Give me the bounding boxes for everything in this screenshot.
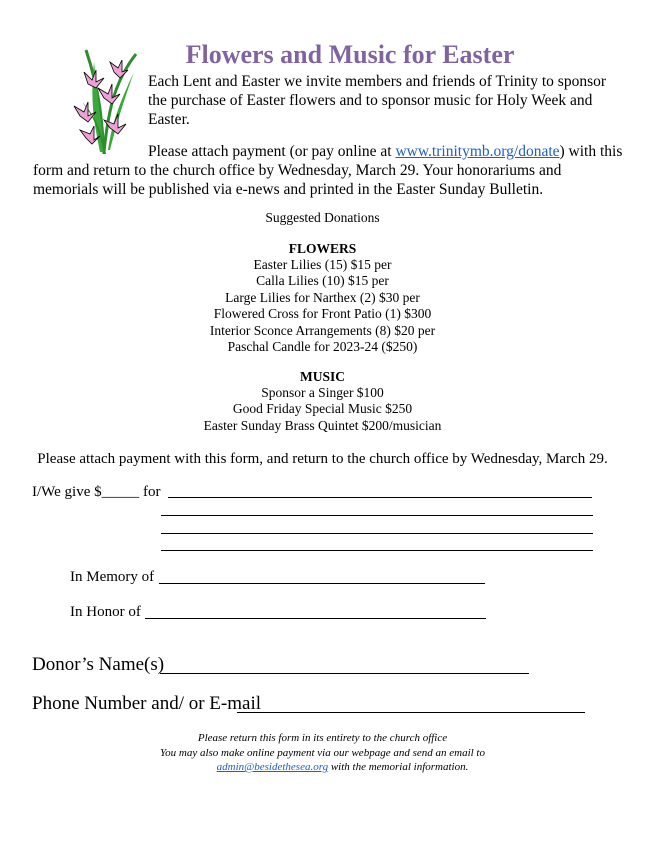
flower-item: Large Lilies for Narthex (2) $30 per [225, 289, 420, 305]
in-honor-line[interactable] [145, 618, 486, 619]
attach-text-before: Please attach payment (or pay online at [148, 143, 396, 160]
music-item: Easter Sunday Brass Quintet $200/musician [203, 417, 442, 433]
purpose-line-3[interactable] [161, 533, 593, 534]
purpose-line-4[interactable] [161, 550, 593, 551]
flowers-list [0, 257, 645, 355]
admin-email-link[interactable]: admin@besidethesea.org [216, 761, 329, 773]
flower-item: Calla Lilies (10) $15 per [256, 273, 389, 289]
suggested-donations-heading: Suggested Donations [265, 210, 380, 225]
in-memory-label: In Memory of [70, 569, 155, 585]
donor-name-line[interactable] [160, 673, 529, 674]
flower-item: Paschal Candle for 2023-24 ($250) [227, 339, 418, 355]
music-heading: MUSIC [299, 369, 345, 384]
footer-note [0, 731, 645, 775]
footer-line-1: Please return this form in its entirety to the church office [197, 732, 448, 744]
music-item: Sponsor a Singer $100 [261, 385, 384, 400]
attach-paragraph [33, 142, 623, 199]
phone-email-label: Phone Number and/ or E-mail [32, 693, 262, 714]
flower-item: Interior Sconce Arrangements (8) $20 per [209, 322, 436, 338]
donor-name-label: Donor’s Name(s) [32, 654, 165, 675]
flowers-heading: FLOWERS [288, 241, 357, 256]
flower-item: Easter Lilies (15) $15 per [253, 257, 392, 272]
attach-text-after: ) with this form and return to the church office by Wednesday, March 29. Your honorariums and memorials will be published via e-news and printed in the Easter Sunday Bulletin. [33, 143, 623, 198]
give-amount-label: I/We give $_____ [32, 484, 140, 500]
footer-line-2: You may also make online payment via our webpage and send an email to [160, 746, 485, 759]
in-memory-line[interactable] [159, 583, 485, 584]
flower-item: Flowered Cross for Front Patio (1) $300 [213, 306, 432, 322]
phone-email-line[interactable] [237, 712, 585, 713]
donate-link[interactable]: www.trinitymb.org/donate [395, 143, 560, 160]
footer-line-3-text: with the memorial information. [328, 761, 469, 773]
intro-paragraph: Each Lent and Easter we invite members and friends of Trinity to sponsor the purchase of Easter flowers and to sponsor music for Holy Week and Easter. [148, 73, 607, 128]
attach-instruction: Please attach payment with this form, and return to the church office by Wednesday, March 29. [37, 451, 608, 467]
footer-line-3 [0, 760, 645, 775]
purpose-line-1[interactable] [168, 497, 592, 498]
in-honor-label: In Honor of [70, 604, 141, 620]
easter-lily-icon [64, 42, 142, 154]
purpose-line-2[interactable] [161, 515, 593, 516]
music-item: Good Friday Special Music $250 [232, 401, 413, 417]
music-list [0, 385, 645, 434]
for-label: for [143, 484, 161, 500]
page-title: Flowers and Music for Easter [185, 40, 515, 69]
